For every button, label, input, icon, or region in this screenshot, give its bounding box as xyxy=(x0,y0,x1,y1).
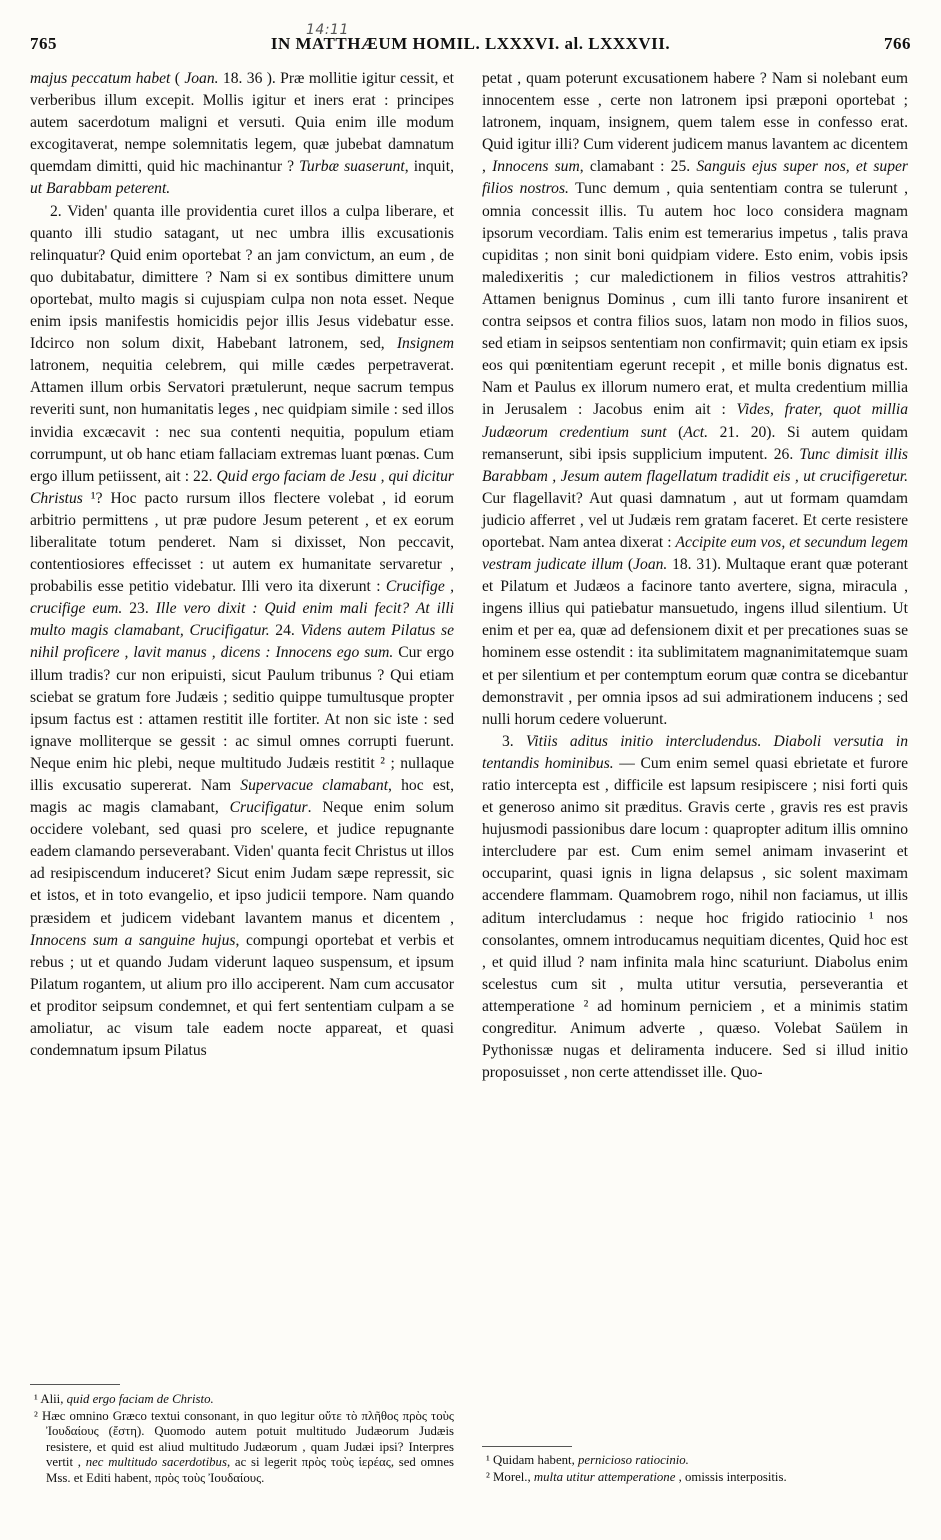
footnote: ¹ Quidam habent, pernicioso ratiocinio. xyxy=(486,1453,689,1467)
paragraph: 2. Viden' quanta ille providentia curet illos a culpa liberare, et quanto illi studio satagant, ut nec umbra illis excusationis relinquatur? Quid enim oportebat ? an jam convictum, an eum , de quo dubitabatur, dimittere ? Nam si ex sontibus dimittere unum oportebat, multo magis si cujuspiam culpa non nota esset. Neque enim ipsis manifestis homicidis pejor illis Jesus videbatur esse. Idcirco non solum dixit, Habebant latronem, sed, Insignem latronem, nequitia celebrem, qui mille cædes perpetraverat. Attamen illum orbis Servatori prætulerunt, neque sacrum tempus reveriti sunt, non humanitatis leges , nec quidpiam simile : sed illos invidia excæcavit : nec sua contenti nequitia, populum etiam corrumpunt, ut ob hanc etiam fallaciam extremas luant pœnas. Cum ergo illum petiissent, ait : 22. Quid ergo faciam de Jesu , qui dicitur Christus ¹? Hoc pacto rursum illos flectere volebat , id eorum arbitrio permittens , ut præ pudore Jesum peterent , et ex eorum liberalitate totum penderet. Nam si dixisset, Non peccavit, contentiosiores effecisset : ut autem ex humanitate servaretur , probabilis esse petitio videbatur. Illi vero ita dixerunt : Crucifige , crucifige eum. 23. Ille vero dixit : Quid enim mali fecit? At illi multo magis clamabant, Crucifigatur. 24. Videns autem Pilatus se nihil proficere , lavit manus , dicens : Innocens ego sum. Cur ergo illum tradis? cur non eripuisti, sicut Paulum tribunus ? Qui etiam sciebat se gratum fore Judæis ; seditio quippe tumultusque propter ipsum factus est : attamen restitit ille fortiter. At non sic iste : sed ignave molliterque se gessit : ac simul omnes corrupti fuerunt. Neque enim hic plebi, neque multitudo Judæis restitit ² ; nullaque illis excusatio supererat. Nam Supervacue clamabant, hoc est, magis ac magis clamabant, Crucifigatur. Neque enim solum occidere volebant, sed quasi pro scelere, et judice repugnante eadem clamando perseverabant. Viden' quanta fecit Christus ut illos ad resipiscendum induceret? Sicut enim Judam sæpe repressit, sic et istos, et in toto evangelio, et ipso judicii tempore. Nam quando præsidem et judicem videbant lavantem manus et dicentem , Innocens sum a sanguine hujus, compungi oportebat et verbis et rebus ; ut et quando Judam viderunt laqueo suspensum, et ipsum Pilatum rogantem, ut alium pro illo acciperent. Nam cum accusator et proditor seipsum condemnet, et qui fert sententiam culpam a se amoliatur, ac visum tale eadem nocte appareat, et quasi condemnatum ipsum Pilatus xyxy=(30,202,455,1060)
footnote: ² Morel., multa utitur attemperatione , omissis interpositis. xyxy=(486,1469,787,1484)
page-number-right: 766 xyxy=(884,34,911,53)
handwritten-annotation: 14:11 xyxy=(306,22,349,38)
paragraph: petat , quam poterunt excusationem habere ? Nam si nolebant eum innocentem esse , certe non latronem ipsi præponi oportebat ; latronem, inquam, insignem, quem talem esse in confesso erat. Quid igitur illi? Cum viderent judicem manus lavantem ac dicentem , Innocens sum, clamabant : 25. Sanguis ejus super nos, et super filios nostros. Tunc demum , quia sententiam contra se tulerunt , omnia concessit illis. Tu autem hoc loco considera magnam ipsorum vecordiam. Talis enim est temerarius impetus , talis prava cupiditas ; non sinit boni quidpiam videre. Esto enim, vobis ipsis maledixeritis ; cur maledictionem in filios vestros attrahitis? Attamen benignus Dominus , cum illi tanto furore insanirent et contra seipsos et contra filios suos, latam non modo in filios suos, sed etiam in seipsos sententiam non confirmavit; quin etiam ex ipsis eos qui pœnitentiam egerunt recepit , et mille bonis dignatus est. Nam et Paulus ex illorum numero erat, et multa credentium millia in Jerusalem : Jacobus enim ait : Vides, frater, quot millia Judæorum credentium sunt (Act. 21. 20). Si autem quidam remanserunt, sibi ipsis supplicium imputent. 26. Tunc dimisit illis Barabbam , Jesum autem flagellatum tradidit eis , ut crucifigeretur. Cur flagellavit? Aut quasi damnatum , aut ut formam quamdam judicio afferret , vel ut Judæis rem gratam faceret. Et certe resistere oportebat. Nam antea dixerat : Accipite eum vos, et secundum legem vestram judicate illum (Joan. 18. 31). Multaque erant quæ poterant et Pilatum et Judæos a facinore tanto avertere, signa, miracula , ingens illius qui patiebatur mansuetudo, ingens illud silentium. Ut enim et per ea, quæ ad defensionem dixit et per precationes suas se hominem esse ostendit : ita sublimitatem magnanimitatemque suam et per silentium et per contemptum eorum quæ contra se dicebantur demonstravit , per omnia ipsos ad sui admirationem inducens ; sed nulli horum cedere voluerunt. xyxy=(482,70,909,728)
page-number-left: 765 xyxy=(30,34,57,53)
footnote-divider xyxy=(30,1384,120,1385)
text-column-right xyxy=(482,68,908,1423)
footnote: ¹ Alii, quid ergo faciam de Christo. xyxy=(34,1392,214,1406)
footnotes-right xyxy=(482,1453,908,1486)
footnote-divider xyxy=(482,1446,572,1447)
footnotes-left xyxy=(30,1392,454,1488)
running-title: IN MATTHÆUM HOMIL. LXXXVI. al. LXXXVII. xyxy=(270,34,671,53)
footnote: ² Hæc omnino Græco textui consonant, in quo legitur οὔτε τὸ πλῆθος πρὸς τοὺς Ἰουδαίους (ἔστη). Quomodo autem potuit multitudo Judæorum Judæis resistere, et quid est aliud multitudo Judæorum , quam Judæi ipsi? Interpres vertit , nec multitudo sacerdotibus, ac si legerit πρὸς τοὺς ἱερέας, sed omnes Mss. et Editi habent, πρὸς τοὺς Ἰουδαίους. xyxy=(34,1408,454,1485)
running-header xyxy=(30,22,911,60)
text-column-left xyxy=(30,68,454,1368)
paragraph: 3. Vitiis aditus initio intercludendus. Diaboli versutia in tentandis hominibus. — Cum enim semel quasi ebrietate et furore ratio intercepta est , difficile est lapsum resipiscere ; nisi forti quis et generoso animo sit præditus. Gravis certe , gravis res est pravis hujusmodi passionibus dare locum : quapropter aditum illis omnino intercludere par est. Cum enim semel animam invaserint et occuparint, quasi ignis in ligna delapsus , sic solent maximam accendere flammam. Quamobrem rogo, nihil non faciamus, ut illis aditum intercludamus : neque hoc frigido ratiocinio ¹ nos consolantes, omnem introducamus nequitiam dicentes, Quid hoc est , et quid illud ? nam infinita mala hinc scaturiunt. Diabolus enim scelestus cum sit , multa utitur versutia, perseverantia et attemperatione ² ad hominum perniciem , et a minimis statim congreditur. Animum adverte , quæso. Volebat Saülem in Pythonissæ nugas et deliramenta inducere. Sed si illud initio proposuisset , non certe attendisset ille. Quo- xyxy=(482,732,908,1082)
paragraph: majus peccatum habet ( Joan. 18. 36 ). Præ mollitie igitur cessit, et verberibus illum excepit. Mollis igitur et iners erat : principes autem sacerdotum maligni et versuti. Quia enim ille modum excogitaverat, nempe solemnitatis legem, quæ jubebat damnatum quemdam dimitti, quid hic machinantur ? Turbæ suaserunt, inquit, ut Barabbam peterent. xyxy=(30,70,454,198)
